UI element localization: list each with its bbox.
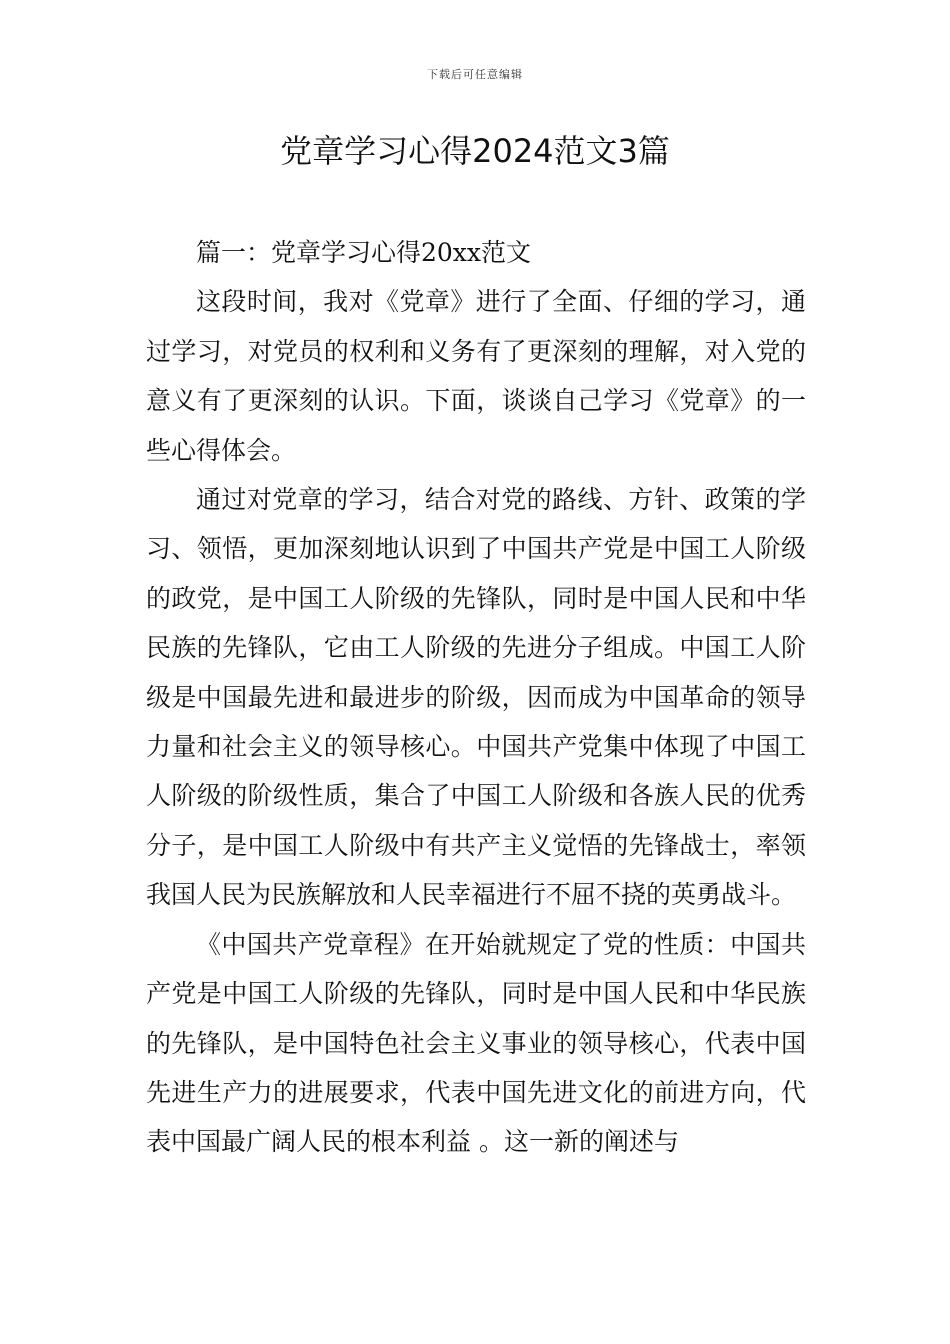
header-note: 下载后可任意编辑	[427, 68, 523, 81]
section-heading: 篇一：党章学习心得20xx范文	[196, 238, 532, 267]
document-body	[146, 228, 806, 1167]
document-title: 党章学习心得2024范文3篇	[280, 132, 670, 170]
paragraph: 《中国共产党章程》在开始就规定了党的性质：中国共产党是中国工人阶级的先锋队，同时是中国人民和中华民族的先锋队，是中国特色社会主义事业的领导核心，代表中国先进生产力的进展要求，代表中国先进文化的前进方向，代表中国最广阔人民的根本利益 。这一新的阐述与	[146, 929, 806, 1157]
paragraph: 通过对党章的学习，结合对党的路线、方针、政策的学习、领悟，更加深刻地认识到了中国共产党是中国工人阶级的政党，是中国工人阶级的先锋队，同时是中国人民和中华民族的先锋队，它由工人阶级的先进分子组成。中国工人阶级是中国最先进和最进步的阶级，因而成为中国革命的领导力量和社会主义的领导核心。中国共产党集中体现了中国工人阶级的阶级性质，集合了中国工人阶级和各族人民的优秀分子，是中国工人阶级中有共产主义觉悟的先锋战士，率领我国人民为民族解放和人民幸福进行不屈不挠的英勇战斗。	[146, 485, 806, 910]
paragraph: 这段时间，我对《党章》进行了全面、仔细的学习，通过学习，对党员的权利和义务有了更深刻的理解，对入党的意义有了更深刻的认识。下面，谈谈自己学习《党章》的一些心得体会。	[146, 287, 806, 465]
